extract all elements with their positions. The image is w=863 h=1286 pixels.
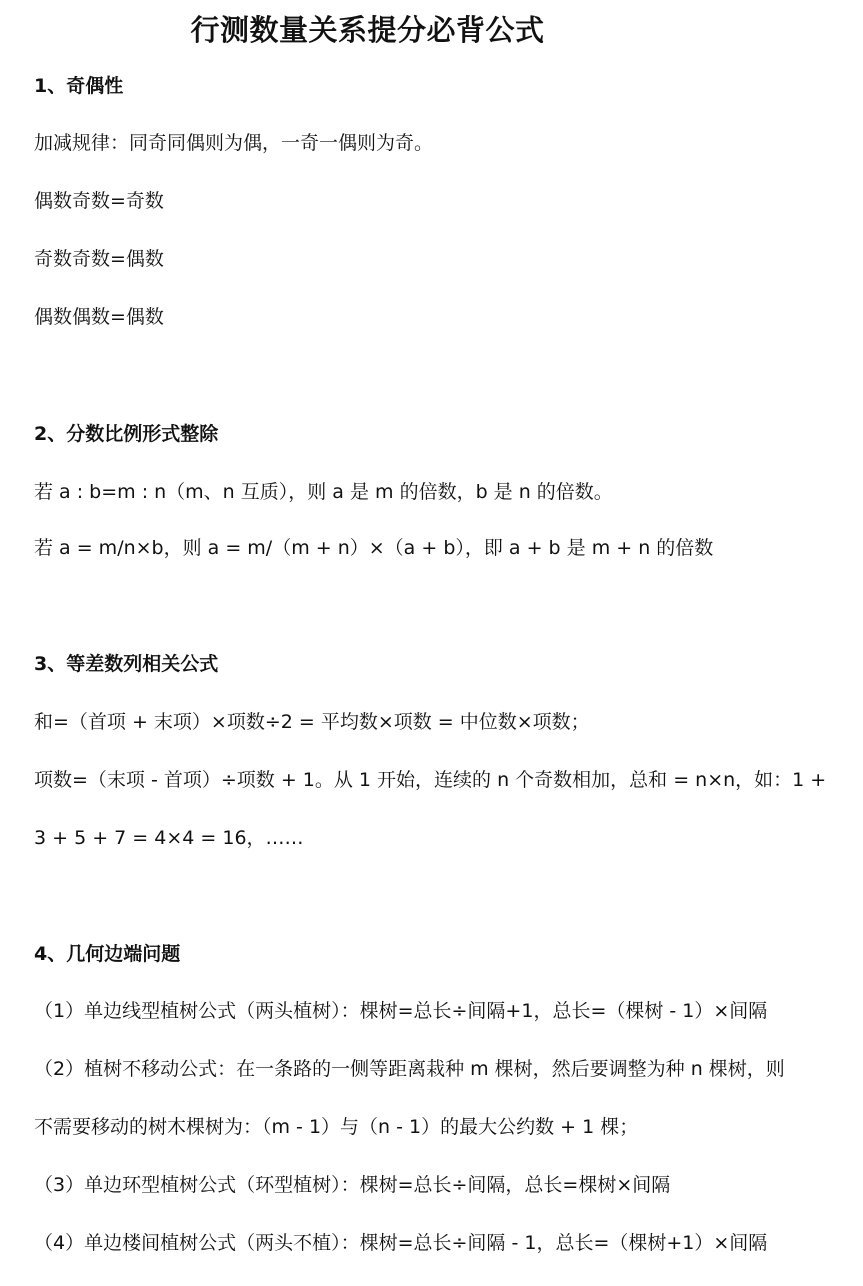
section-1-line-3: 奇数奇数=偶数	[34, 248, 164, 270]
section-1-heading: 1、奇偶性	[34, 75, 124, 97]
section-3-line-3: 3 + 5 + 7 = 4×4 = 16，……	[34, 827, 304, 849]
section-2-line-2: 若 a = m/n×b，则 a = m/（m + n）×（a + b），即 a + b 是 m + n 的倍数	[34, 537, 714, 559]
section-4-line-5: （4）单边楼间植树公式（两头不植）：棵树=总长÷间隔 - 1，总长=（棵树+1）×间隔	[34, 1232, 768, 1254]
section-4-line-2: （2）植树不移动公式：在一条路的一侧等距离栽种 m 棵树，然后要调整为种 n 棵树，则	[34, 1058, 785, 1080]
section-4-heading: 4、几何边端问题	[34, 943, 181, 965]
section-2-line-1: 若 a : b=m : n（m、n 互质），则 a 是 m 的倍数，b 是 n 的倍数。	[34, 481, 613, 503]
section-3-line-1: 和=（首项 + 末项）×项数÷2 = 平均数×项数 = 中位数×项数；	[34, 711, 590, 733]
section-4-line-4: （3）单边环型植树公式（环型植树）：棵树=总长÷间隔，总长=棵树×间隔	[34, 1174, 671, 1196]
section-2-heading: 2、分数比例形式整除	[34, 423, 219, 445]
section-4-line-1: （1）单边线型植树公式（两头植树）：棵树=总长÷间隔+1，总长=（棵树 - 1）×间隔	[34, 1000, 768, 1022]
section-3-line-2: 项数=（末项 - 首项）÷项数 + 1。从 1 开始，连续的 n 个奇数相加，总和 = n×n，如：1 +	[34, 769, 827, 791]
section-1-line-2: 偶数奇数=奇数	[34, 190, 164, 212]
page-title: 行测数量关系提分必背公式	[190, 13, 545, 47]
section-3-heading: 3、等差数列相关公式	[34, 653, 219, 675]
section-1-line-1: 加减规律：同奇同偶则为偶，一奇一偶则为奇。	[34, 132, 434, 154]
section-1-line-4: 偶数偶数=偶数	[34, 306, 164, 328]
section-4-line-3: 不需要移动的树木棵树为：（m - 1）与（n - 1）的最大公约数 + 1 棵；	[34, 1116, 639, 1138]
